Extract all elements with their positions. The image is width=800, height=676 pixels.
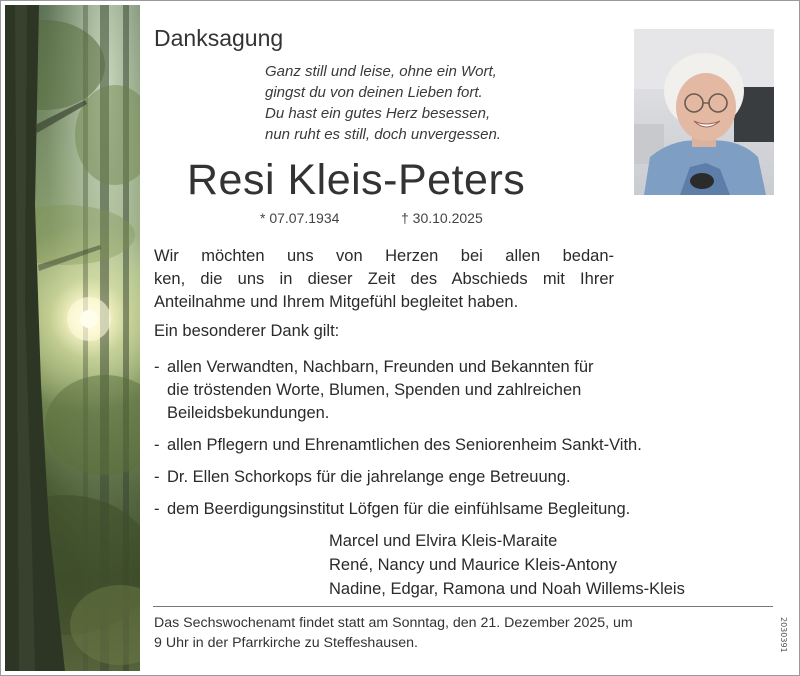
- list-dash: -: [154, 436, 160, 454]
- forest-illustration: [5, 5, 140, 671]
- divider: [153, 606, 773, 607]
- poem: [265, 61, 501, 145]
- poem-line: gingst du von deinen Lieben fort.: [265, 84, 483, 101]
- intro-paragraph: [154, 245, 774, 314]
- list-item-line: die tröstenden Worte, Blumen, Spenden und zahlreichen: [167, 381, 582, 399]
- portrait-photo: [634, 29, 774, 195]
- footer-line: 9 Uhr in der Pfarrkirche zu Steffeshausen.: [154, 635, 418, 651]
- signatures: [329, 529, 685, 601]
- list-item: [154, 434, 774, 457]
- notice-heading: Danksagung: [154, 25, 284, 51]
- poem-line: Du hast ein gutes Herz besessen,: [265, 105, 491, 122]
- thanks-heading: Ein besonderer Dank gilt:: [154, 322, 340, 340]
- list-item-line: Dr. Ellen Schorkops für die jahrelange enge Betreuung.: [167, 468, 571, 486]
- signature-line: Marcel und Elvira Kleis-Maraite: [329, 532, 558, 550]
- list-dash: -: [154, 358, 160, 376]
- intro-line: Anteilnahme und Ihrem Mitgefühl begleitet haben.: [154, 293, 519, 311]
- signature-line: René, Nancy und Maurice Kleis-Antony: [329, 556, 617, 574]
- death-date: † 30.10.2025: [401, 210, 483, 226]
- service-announcement: [154, 613, 776, 653]
- list-dash: -: [154, 468, 160, 486]
- list-item: [154, 466, 774, 489]
- forest-photo: [5, 5, 140, 671]
- list-item-line: allen Pflegern und Ehrenamtlichen des Seniorenheim Sankt-Vith.: [167, 436, 642, 454]
- portrait-illustration: [634, 29, 774, 195]
- list-item-line: Beileidsbekundungen.: [167, 404, 330, 422]
- intro-line: Wir möchten uns von Herzen bei allen bedan-: [154, 247, 614, 265]
- thanks-list: [154, 356, 774, 521]
- poem-line: nun ruht es still, doch unvergessen.: [265, 126, 501, 143]
- poem-line: Ganz still und leise, ohne ein Wort,: [265, 63, 497, 80]
- ad-code: 2030391: [779, 617, 788, 653]
- list-item-line: allen Verwandten, Nachbarn, Freunden und Bekannten für: [167, 358, 594, 376]
- list-item: [154, 356, 774, 425]
- intro-line: ken, die uns in dieser Zeit des Abschieds mit Ihrer: [154, 270, 614, 288]
- list-item: [154, 498, 774, 521]
- list-item-line: dem Beerdigungsinstitut Löfgen für die einfühlsame Begleitung.: [167, 500, 631, 518]
- deceased-name: Resi Kleis-Peters: [187, 156, 526, 204]
- signature-line: Nadine, Edgar, Ramona und Noah Willems-Kleis: [329, 580, 685, 598]
- birth-date: * 07.07.1934: [260, 210, 340, 226]
- footer-line: Das Sechswochenamt findet statt am Sonntag, den 21. Dezember 2025, um: [154, 615, 633, 631]
- list-dash: -: [154, 500, 160, 518]
